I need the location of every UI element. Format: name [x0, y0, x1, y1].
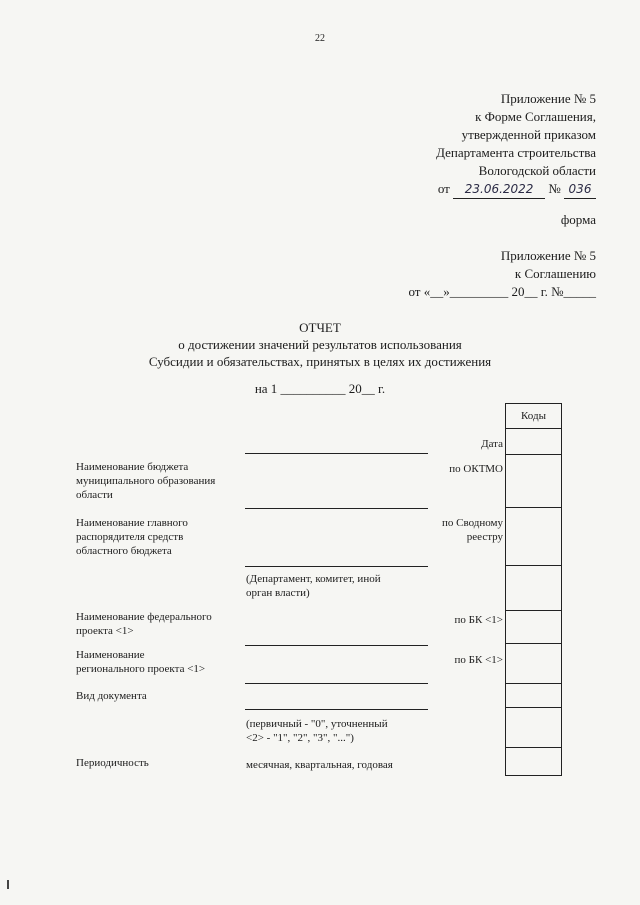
code-cell-doc-type	[506, 684, 561, 708]
codes-header: Коды	[506, 404, 561, 429]
report-title	[80, 319, 560, 370]
label-svod	[442, 516, 503, 544]
label-manager-1: Наименование главного	[76, 517, 188, 529]
hint-doc-type-1: (первичный - "0", уточненный	[246, 718, 388, 730]
hint-doc-type	[246, 717, 388, 745]
label-budget-2: муниципального образования	[76, 475, 216, 487]
label-regional-2: регионального проекта <1>	[76, 663, 206, 675]
agreement-line-3: от «__»_________ 20__ г. №_____	[408, 284, 596, 299]
code-cell-bk-1	[506, 611, 561, 644]
report-date-line: на 1 __________ 20__ г.	[254, 381, 386, 396]
hint-department-2: орган власти)	[246, 587, 310, 599]
periodicity-value: месячная, квартальная, годовая	[246, 759, 393, 771]
hint-doc-type-2: <2> - "1", "2", "3", "...")	[246, 732, 354, 744]
label-budget-3: области	[76, 489, 113, 501]
label-date: Дата	[481, 438, 503, 450]
label-budget-1: Наименование бюджета	[76, 461, 189, 473]
label-svod-2: реестру	[466, 531, 503, 543]
appendix-date-line	[436, 180, 596, 199]
label-oktmo: по ОКТМО	[449, 463, 503, 475]
field-line-federal	[245, 645, 428, 646]
field-line-date	[245, 453, 428, 454]
label-budget	[76, 460, 215, 502]
title-subtitle-1: о достижении значений результатов использования	[178, 337, 462, 352]
hint-department-1: (Департамент, комитет, иной	[246, 573, 381, 585]
codes-table	[505, 403, 562, 776]
field-line-regional	[245, 683, 428, 684]
agreement-line-1: Приложение № 5	[500, 248, 596, 263]
field-line-manager	[245, 566, 428, 567]
field-line-doc-type	[245, 709, 428, 710]
field-line-budget	[245, 508, 428, 509]
appendix-line-5: Вологодской области	[478, 163, 596, 178]
appendix-line-3: утвержденной приказом	[461, 127, 596, 142]
code-cell-empty-1	[506, 566, 561, 611]
handwritten-date: 23.06.2022	[453, 180, 545, 199]
handwritten-number: 036	[564, 180, 596, 199]
code-cell-periodicity	[506, 748, 561, 775]
forma-label: форма	[560, 212, 596, 227]
scan-edge-mark	[7, 880, 9, 889]
label-regional-1: Наименование	[76, 649, 145, 661]
label-regional	[76, 648, 205, 676]
label-manager-3: областного бюджета	[76, 545, 172, 557]
title-subtitle-2: Субсидии и обязательствах, принятых в целях их достижения	[148, 354, 492, 369]
appendix-line-2: к Форме Соглашения,	[475, 109, 596, 124]
hint-department	[246, 572, 381, 600]
label-manager	[76, 516, 188, 558]
code-cell-bk-2	[506, 644, 561, 684]
title-otchet: ОТЧЕТ	[299, 320, 341, 335]
code-cell-doc-hint	[506, 708, 561, 748]
number-prefix: №	[548, 181, 561, 196]
code-cell-date	[506, 429, 561, 455]
label-federal-2: проекта <1>	[76, 625, 134, 637]
label-federal-1: Наименование федерального	[76, 611, 212, 623]
label-doc-type: Вид документа	[76, 690, 147, 702]
label-manager-2: распорядителя средств	[76, 531, 184, 543]
appendix-line-4: Департамента строительства	[436, 145, 596, 160]
code-cell-svod	[506, 508, 561, 566]
code-cell-oktmo	[506, 455, 561, 508]
agreement-header	[408, 247, 596, 301]
appendix-header	[436, 90, 596, 199]
appendix-line-1: Приложение № 5	[500, 91, 596, 106]
label-bk-1: по БК <1>	[454, 614, 503, 626]
label-federal	[76, 610, 212, 638]
label-periodicity: Периодичность	[76, 757, 149, 769]
agreement-line-2: к Соглашению	[514, 266, 596, 281]
ot-prefix: от	[437, 181, 450, 196]
label-bk-2: по БК <1>	[454, 654, 503, 666]
page-number: 22	[315, 33, 325, 44]
label-svod-1: по Сводному	[441, 517, 503, 529]
